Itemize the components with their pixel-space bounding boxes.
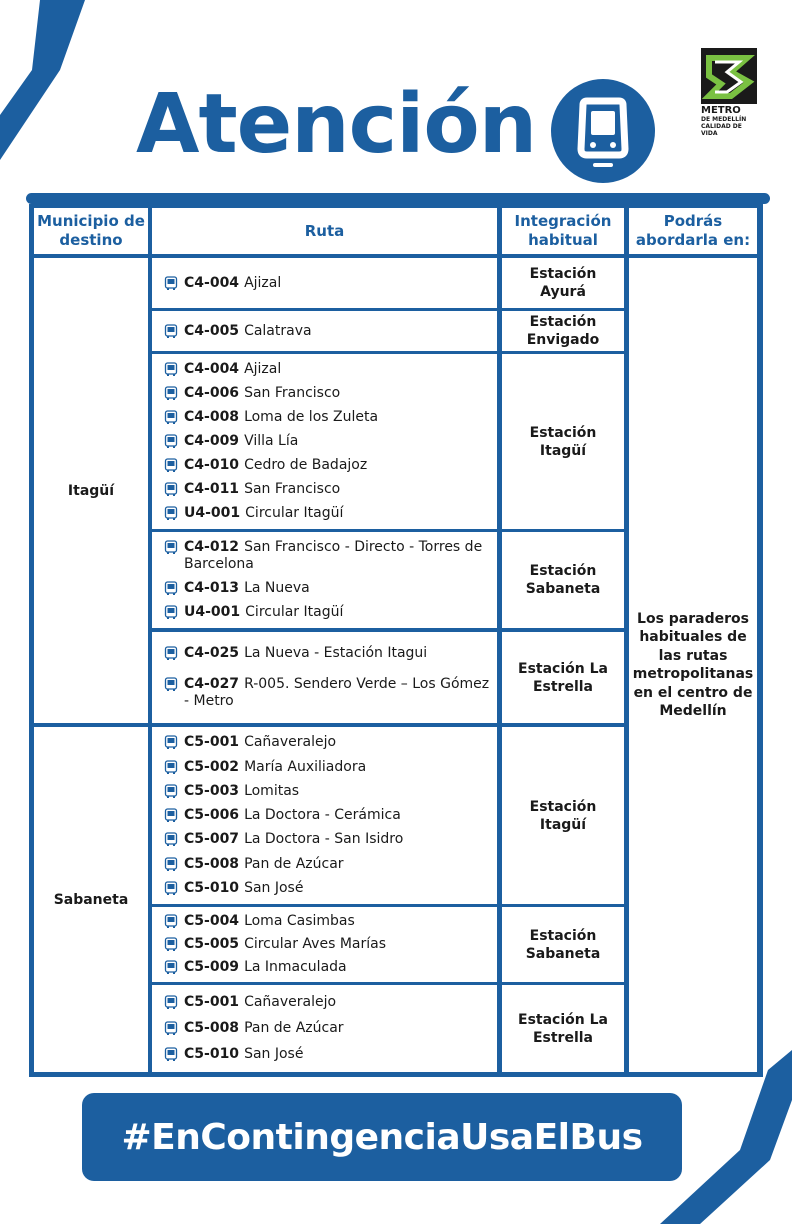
routes-cell	[152, 907, 497, 982]
route-code: C5-010	[184, 1046, 240, 1062]
routes-cell	[152, 632, 497, 723]
municipio-name: Sabaneta	[53, 891, 129, 908]
route-code: C5-003	[184, 782, 240, 799]
route-name: Ajizal	[244, 361, 282, 377]
route-code: C4-004	[184, 361, 240, 377]
route-code: C5-007	[184, 831, 240, 848]
route-code: C5-008	[184, 855, 240, 872]
bus-icon	[164, 995, 178, 1009]
estacion-name: Estación La Estrella	[518, 660, 608, 695]
header-municipio	[34, 208, 148, 254]
routes-cell	[152, 985, 497, 1072]
route-item	[164, 734, 491, 751]
hashtag-banner	[82, 1093, 682, 1181]
route-name: Loma Casimbas	[244, 913, 355, 929]
header-integracion	[502, 208, 624, 254]
bus-icon	[164, 458, 178, 472]
routes-cell	[152, 311, 497, 351]
route-name: San Francisco	[244, 385, 341, 401]
estacion-cell	[502, 985, 624, 1072]
logo-text-metro: METRO	[701, 105, 741, 116]
bus-front-icon	[551, 79, 655, 183]
bus-icon	[164, 960, 178, 974]
route-item	[164, 880, 491, 897]
estacion-name: Estación Envigado	[526, 314, 600, 348]
estacion-name: Estación La Estrella	[518, 1011, 608, 1046]
estacion-cell	[502, 354, 624, 529]
municipio-cell	[34, 727, 148, 1072]
route-item	[164, 645, 491, 662]
abordar-cell	[629, 258, 757, 1072]
bus-icon	[164, 937, 178, 951]
municipio-name: Itagüí	[67, 482, 115, 499]
hashtag-text: #EnContingenciaUsaElBus	[121, 1116, 643, 1158]
route-item	[164, 676, 491, 710]
route-name: San José	[244, 879, 304, 896]
bus-icon	[164, 881, 178, 895]
routes-cell	[152, 258, 497, 308]
bus-icon	[164, 410, 178, 424]
bus-icon	[164, 434, 178, 448]
route-name: La Nueva	[244, 580, 310, 596]
route-code: C5-001	[184, 734, 240, 751]
route-name: San Francisco	[244, 481, 341, 497]
route-name: Cedro de Badajoz	[244, 457, 368, 473]
route-name: Circular Aves Marías	[244, 936, 386, 952]
bus-icon	[164, 760, 178, 774]
bus-icon	[164, 362, 178, 376]
municipio-cell	[34, 258, 148, 723]
route-code: C5-010	[184, 879, 240, 896]
estacion-cell	[502, 258, 624, 308]
abordar-text: Los paraderos habituales de las rutas metropolitanas en el centro de Medellín	[632, 610, 754, 719]
bus-icon	[164, 1021, 178, 1035]
route-code: C4-012	[184, 539, 240, 555]
route-code: C4-013	[184, 580, 240, 596]
route-code: U4-001	[184, 505, 241, 521]
bus-icon	[164, 482, 178, 496]
route-name: R-005. Sendero Verde – Los Gómez - Metro	[184, 675, 490, 709]
route-item	[164, 759, 491, 776]
route-name: Pan de Azúcar	[244, 855, 344, 872]
route-code: C5-004	[184, 913, 240, 929]
route-code: C4-004	[184, 274, 240, 291]
estacion-name: Estación Sabaneta	[525, 563, 601, 597]
header-integracion-label: Integración habitual	[514, 212, 612, 249]
route-code: C5-009	[184, 959, 240, 975]
route-item	[164, 580, 491, 597]
bus-icon	[164, 1047, 178, 1061]
header-ruta-label: Ruta	[304, 221, 345, 240]
route-item	[164, 807, 491, 824]
route-item	[164, 409, 491, 426]
routes-cell	[152, 354, 497, 529]
route-name: La Inmaculada	[244, 959, 347, 975]
route-item	[164, 275, 491, 292]
logo-text-slogan: CALIDAD DE VIDA	[701, 123, 742, 137]
route-item	[164, 323, 491, 340]
route-item	[164, 936, 491, 953]
route-item	[164, 1020, 491, 1037]
estacion-cell	[502, 311, 624, 351]
route-item	[164, 856, 491, 873]
route-code: C4-009	[184, 433, 240, 449]
bus-icon	[164, 808, 178, 822]
bus-icon	[164, 506, 178, 520]
route-name: Loma de los Zuleta	[244, 409, 379, 425]
route-code: C4-025	[184, 645, 240, 662]
logo-text-city: DE MEDELLÍN	[701, 116, 747, 123]
estacion-name: Estación Itagüí	[529, 798, 597, 833]
route-code: C4-008	[184, 409, 240, 425]
route-name: Circular Itagüí	[245, 604, 344, 620]
route-code: C4-027	[184, 675, 240, 692]
route-code: C4-006	[184, 385, 240, 401]
bus-icon	[164, 581, 178, 595]
estacion-name: Estación Itagüí	[529, 424, 597, 459]
bus-icon	[164, 784, 178, 798]
bus-icon	[164, 386, 178, 400]
route-item	[164, 831, 491, 848]
bus-icon	[164, 324, 178, 338]
route-name: La Nueva - Estación Itagui	[244, 645, 428, 662]
route-item	[164, 959, 491, 976]
route-item	[164, 433, 491, 450]
route-code: C5-005	[184, 936, 240, 952]
route-name: María Auxiliadora	[244, 758, 367, 775]
route-item	[164, 457, 491, 474]
bus-icon	[164, 677, 178, 691]
route-name: La Doctora - Cerámica	[244, 807, 401, 823]
route-item	[164, 994, 491, 1011]
route-code: C5-006	[184, 807, 240, 823]
bus-icon	[164, 857, 178, 871]
bus-icon	[164, 735, 178, 749]
header-abordar	[629, 208, 757, 254]
route-code: C5-001	[184, 994, 240, 1010]
route-code: C4-011	[184, 481, 240, 497]
route-name: San Francisco - Directo - Torres de Barcelona	[184, 539, 483, 572]
bus-icon	[164, 605, 178, 619]
header-municipio-label: Municipio de destino	[37, 212, 145, 249]
bus-icon	[164, 832, 178, 846]
route-name: La Doctora - San Isidro	[244, 831, 404, 848]
route-item	[164, 1046, 491, 1063]
bus-icon	[164, 646, 178, 660]
bus-icon	[164, 914, 178, 928]
route-name: San José	[244, 1046, 304, 1062]
route-name: Villa Lía	[244, 433, 299, 449]
page-title: Atención	[136, 77, 537, 172]
route-item	[164, 505, 491, 522]
route-code: C5-008	[184, 1020, 240, 1036]
route-item	[164, 604, 491, 621]
top-left-decorative-stripe	[0, 0, 120, 200]
bus-icon	[164, 540, 178, 554]
route-name: Cañaveralejo	[244, 994, 337, 1010]
estacion-cell	[502, 907, 624, 982]
routes-table	[29, 204, 763, 1077]
route-item	[164, 913, 491, 930]
route-item	[164, 481, 491, 498]
route-name: Cañaveralejo	[244, 734, 337, 751]
route-code: U4-001	[184, 604, 241, 620]
route-name: Circular Itagüí	[245, 505, 344, 521]
bus-icon	[164, 276, 178, 290]
estacion-name: Estación Ayurá	[529, 266, 597, 300]
route-name: Calatrava	[244, 322, 312, 339]
estacion-cell	[502, 727, 624, 904]
route-item	[164, 539, 491, 573]
estacion-cell	[502, 632, 624, 723]
header-abordar-label: Podrás abordarla en:	[635, 212, 751, 249]
route-code: C4-005	[184, 322, 240, 339]
route-name: Lomitas	[244, 782, 300, 799]
routes-cell	[152, 727, 497, 904]
route-code: C4-010	[184, 457, 240, 473]
route-item	[164, 385, 491, 402]
header-ruta	[152, 208, 497, 254]
route-name: Ajizal	[244, 274, 282, 291]
route-name: Pan de Azúcar	[244, 1020, 344, 1036]
table-top-bar	[26, 193, 770, 204]
route-item	[164, 361, 491, 378]
routes-cell	[152, 532, 497, 628]
estacion-name: Estación Sabaneta	[525, 927, 601, 962]
route-item	[164, 783, 491, 800]
metro-medellin-logo	[701, 48, 759, 137]
route-code: C5-002	[184, 758, 240, 775]
estacion-cell	[502, 532, 624, 628]
